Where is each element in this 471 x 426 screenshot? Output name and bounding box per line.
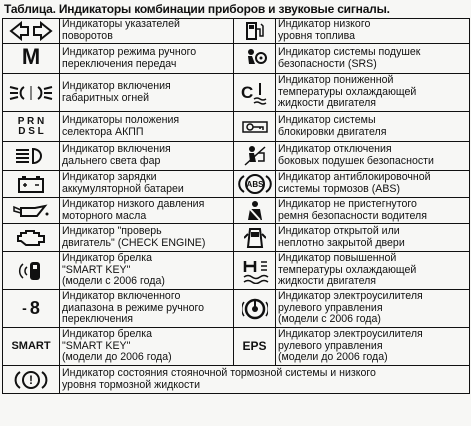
indicator-description: Индикатор состояния стояночной тормозной системы и низкого уровня тормозной жидкости (60, 366, 470, 394)
indicator-description: Индикатор пониженной температуры охлаждающей жидкости двигателя (276, 74, 470, 112)
abs-label: ABS (246, 180, 263, 189)
table-row (3, 171, 470, 198)
indicator-description: Индикатор низкого давления моторного масла (60, 198, 234, 224)
coolant-high-temp-icon (234, 252, 276, 290)
indicator-description: Индикатор системы блокировки двигателя (276, 112, 470, 142)
gear-position-label: P R N D S L (17, 115, 45, 137)
eps-label: EPS (242, 338, 267, 353)
smart-label: SMART (11, 340, 51, 352)
manual-gear-digit-icon: - 8 (3, 290, 60, 328)
side-airbag-off-icon (234, 142, 276, 171)
manual-gear-digit-label: 8 (29, 298, 40, 318)
indicator-description: Индикатор отключения боковых подушек безопасности (276, 142, 470, 171)
smart-text-icon (3, 328, 60, 366)
high-beam-icon (3, 142, 60, 171)
turn-signal-arrows-icon (3, 19, 60, 44)
eps-text-icon (234, 328, 276, 366)
smart-key-fob-icon (3, 252, 60, 290)
indicator-description: Индикатор антиблокировочной системы тормозов (ABS) (276, 171, 470, 198)
oil-can-icon (3, 198, 60, 224)
table-row (3, 252, 470, 290)
indicator-description: Индикатор повышенной температуры охлаждающей жидкости двигателя (276, 252, 470, 290)
airbag-icon (234, 44, 276, 74)
indicator-description: Индикатор "проверь двигатель" (CHECK ENGINE) (60, 224, 234, 252)
brake-warning-icon (3, 366, 60, 394)
door-open-icon (234, 224, 276, 252)
indicator-description: Индикатор электроусилителя рулевого управления (модели с 2006 года) (276, 290, 470, 328)
steering-wheel-warning-icon (234, 290, 276, 328)
indicator-table (2, 18, 470, 394)
fuel-pump-icon (234, 19, 276, 44)
indicator-description: Индикатор включения габаритных огней (60, 74, 234, 112)
indicator-description: Индикаторы указателей поворотов (60, 19, 234, 44)
table-row (3, 19, 470, 44)
indicator-description: Индикатор включенного диапазона в режиме ручного переключения (60, 290, 234, 328)
indicator-description: Индикатор зарядки аккумуляторной батареи (60, 171, 234, 198)
coolant-low-temp-icon (234, 74, 276, 112)
table-row (3, 328, 470, 366)
indicator-description: Индикатор включения дальнего света фар (60, 142, 234, 171)
table-row (3, 290, 470, 328)
indicator-description: Индикатор режима ручного переключения передач (60, 44, 234, 74)
table-row (3, 224, 470, 252)
abs-icon (234, 171, 276, 198)
indicator-description: Индикатор брелка "SMART KEY" (модели до 2006 года) (60, 328, 234, 366)
indicator-description: Индикатор не пристегнутого ремня безопасности водителя (276, 198, 470, 224)
manual-mode-m-icon (3, 44, 60, 74)
indicator-description: Индикатор низкого уровня топлива (276, 19, 470, 44)
coolant-low-label: C (240, 82, 253, 102)
indicator-description: Индикатор системы подушек безопасности (SRS) (276, 44, 470, 74)
table-row (3, 142, 470, 171)
svg-text:!: ! (29, 372, 33, 387)
seatbelt-icon (234, 198, 276, 224)
manual-mode-label: M (21, 43, 41, 69)
gear-position-icon (3, 112, 60, 142)
immobilizer-key-icon (234, 112, 276, 142)
table-row (3, 112, 470, 142)
table-row (3, 366, 470, 394)
indicator-description: Индикаторы положения селектора АКПП (60, 112, 234, 142)
indicator-description: Индикатор брелка "SMART KEY" (модели с 2006 года) (60, 252, 234, 290)
parking-lights-icon (3, 74, 60, 112)
check-engine-icon (3, 224, 60, 252)
table-row (3, 74, 470, 112)
indicator-description: Индикатор открытой или неплотно закрытой двери (276, 224, 470, 252)
battery-icon (3, 171, 60, 198)
table-row (3, 44, 470, 74)
table-row (3, 198, 470, 224)
indicator-description: Индикатор электроусилителя рулевого управления (модели до 2006 года) (276, 328, 470, 366)
page-title: Таблица. Индикаторы комбинации приборов и звуковые сигналы. (4, 2, 390, 16)
